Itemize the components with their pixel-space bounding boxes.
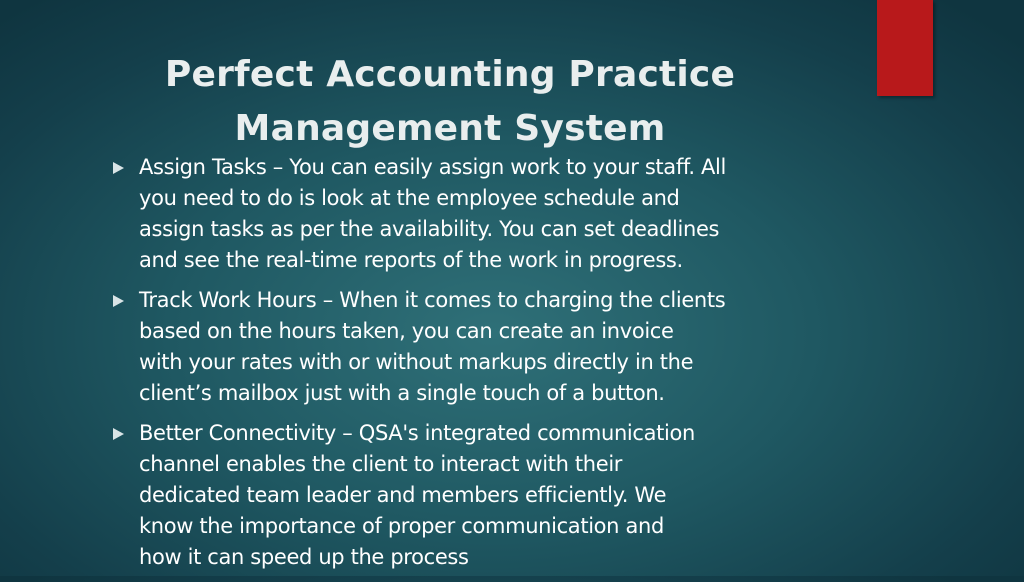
bullet-text-line: dedicated team leader and members efficiently. We <box>139 483 667 507</box>
bullet-text-line: and see the real-time reports of the work in progress. <box>139 248 683 272</box>
slide-title <box>100 48 800 156</box>
accent-bar <box>877 0 933 96</box>
bullet-text-line: you need to do is look at the employee schedule and <box>139 186 680 210</box>
bullet-text-line: client’s mailbox just with a single touch of a button. <box>139 381 665 405</box>
bullet-text-line: know the importance of proper communication and <box>139 514 664 538</box>
title-line: Management System <box>234 108 666 149</box>
title-line: Perfect Accounting Practice <box>164 54 736 95</box>
bullet-list <box>112 152 872 582</box>
bullet-item-assign-tasks <box>112 152 872 276</box>
triangle-right-icon <box>113 428 124 440</box>
bullet-text-line: assign tasks as per the availability. You can set deadlines <box>139 217 720 241</box>
bullet-text-line: with your rates with or without markups directly in the <box>139 350 694 374</box>
bullet-text-line: Track Work Hours – When it comes to charging the clients <box>139 288 726 312</box>
bullet-text-line: how it can speed up the process <box>139 545 469 569</box>
bullet-text-line: Better Connectivity – QSA's integrated communication <box>139 421 695 445</box>
triangle-right-icon <box>113 162 124 174</box>
bullet-item-track-work-hours <box>112 285 872 409</box>
triangle-right-icon <box>113 295 124 307</box>
bullet-item-better-connectivity <box>112 418 872 573</box>
bullet-text-line: Assign Tasks – You can easily assign work to your staff. All <box>139 155 727 179</box>
bullet-text-line: channel enables the client to interact with their <box>139 452 623 476</box>
bullet-text-line: based on the hours taken, you can create an invoice <box>139 319 674 343</box>
